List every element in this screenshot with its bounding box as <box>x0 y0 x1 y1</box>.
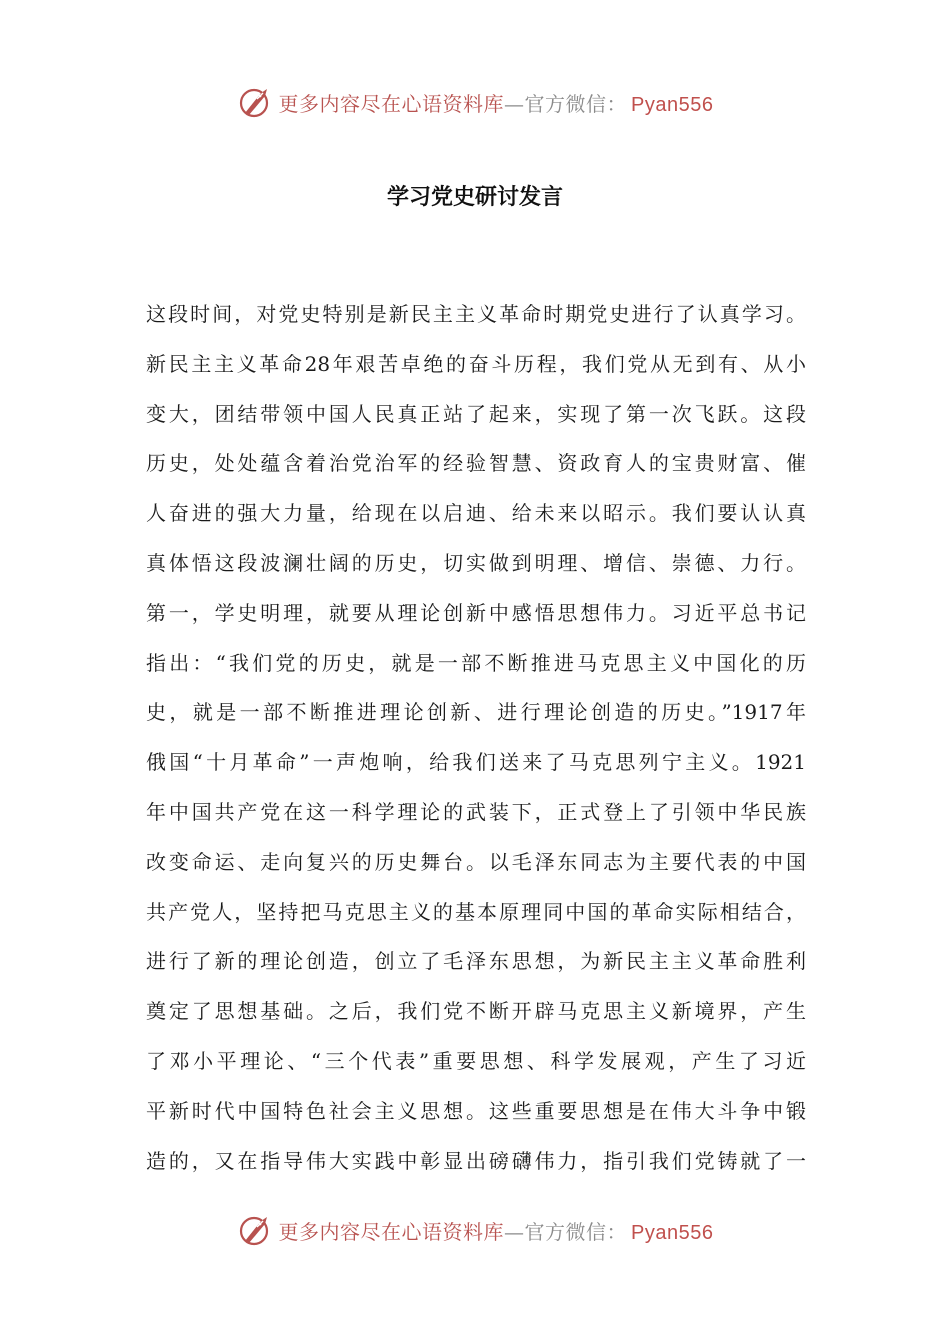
banner-content <box>237 83 714 121</box>
text-line: 进行了新的理论创造，创立了毛泽东思想，为新民主主义革命胜利 <box>146 949 806 974</box>
header-banner <box>0 82 950 122</box>
footer-banner <box>0 1210 950 1250</box>
text-line: 真体悟这段波澜壮阔的历史，切实做到明理、增信、崇德、力行。 <box>146 550 806 575</box>
text-line: 新民主主义革命28年艰苦卓绝的奋斗历程，我们党从无到有、从小 <box>146 351 806 376</box>
banner-wechat-label: 官方微信： <box>524 91 628 116</box>
text-line: 年中国共产党在这一科学理论的武装下，正式登上了引领中华民族 <box>146 799 806 824</box>
text-line: 造的，又在指导伟大实践中彰显出磅礴伟力，指引我们党铸就了一 <box>146 1148 806 1173</box>
banner-wechat-id: Pyan556 <box>631 1221 714 1244</box>
banner-wechat-label: 官方微信： <box>524 1219 628 1244</box>
banner-text <box>279 88 714 117</box>
text-line: 历史，处处蕴含着治党治军的经验智慧、资政育人的宝贵财富、催 <box>146 451 806 476</box>
banner-slogan: 更多内容尽在心语资料库 <box>278 91 505 116</box>
banner-slogan: 更多内容尽在心语资料库 <box>278 1219 505 1244</box>
text-line: 平新时代中国特色社会主义思想。这些重要思想是在伟大斗争中锻 <box>146 1098 806 1123</box>
banner-dash: — <box>504 1219 525 1244</box>
banner-wechat-id: Pyan556 <box>631 93 714 116</box>
text-line: 第一，学史明理，就要从理论创新中感悟思想伟力。习近平总书记 <box>146 600 806 625</box>
text-line: 奠定了思想基础。之后，我们党不断开辟马克思主义新境界，产生 <box>146 999 806 1024</box>
text-line: 这段时间，对党史特别是新民主主义革命时期党史进行了认真学习。 <box>146 302 806 326</box>
text-line: 指出：“我们党的历史，就是一部不断推进马克思主义中国化的历 <box>146 650 806 675</box>
banner-text <box>279 1216 714 1245</box>
text-line: 共产党人，坚持把马克思主义的基本原理同中国的革命实际相结合， <box>146 899 806 924</box>
text-line: 俄国“十月革命”一声炮响，给我们送来了马克思列宁主义。1921 <box>146 750 806 775</box>
document-body <box>146 290 806 1186</box>
pen-nib-circle-icon <box>237 1211 275 1249</box>
text-line: 史，就是一部不断推进理论创新、进行理论创造的历史。”1917年 <box>146 700 806 725</box>
text-line: 变大，团结带领中国人民真正站了起来，实现了第一次飞跃。这段 <box>146 401 806 426</box>
document-title: 学习党史研讨发言 <box>386 184 563 210</box>
text-line: 了邓小平理论、“三个代表”重要思想、科学发展观，产生了习近 <box>146 1048 806 1073</box>
banner-content <box>237 1211 714 1249</box>
banner-dash: — <box>504 91 525 116</box>
text-line: 改变命运、走向复兴的历史舞台。以毛泽东同志为主要代表的中国 <box>146 849 806 874</box>
pen-nib-circle-icon <box>237 83 275 121</box>
text-line: 人奋进的强大力量，给现在以启迪、给未来以昭示。我们要认认真 <box>146 501 806 526</box>
